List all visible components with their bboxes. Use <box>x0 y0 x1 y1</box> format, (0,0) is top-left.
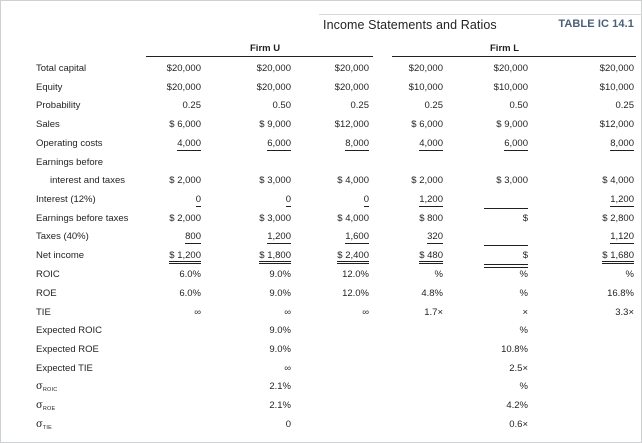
firm-l-cell-3: $ 2,800 <box>602 213 634 224</box>
table-row-ebt <box>0 213 642 231</box>
firm-u-cell-2: 9.0% <box>269 269 291 280</box>
row-label: ROE <box>36 288 57 299</box>
firm-l-value: % <box>519 325 528 336</box>
table-row-operating-costs <box>0 138 642 156</box>
table-row-tie <box>0 307 642 325</box>
firm-l-cell-3: % <box>625 269 634 280</box>
row-label: Earnings before taxes <box>36 213 129 224</box>
firm-u-cell-1: ∞ <box>194 307 201 318</box>
firm-u-cell-1: 0 <box>195 194 201 205</box>
table-number-label: TABLE IC 14.1 <box>558 18 634 30</box>
firm-l-cell-1: 1.7× <box>424 307 443 318</box>
row-label: Total capital <box>36 63 87 74</box>
firm-u-cell-2: $20,000 <box>256 82 291 93</box>
firm-l-cell-1: 0.25 <box>424 100 443 111</box>
firm-l-cell-3: $20,000 <box>599 63 634 74</box>
firm-l-cell-2: 6,000 <box>504 138 528 149</box>
row-label: Equity <box>36 82 63 93</box>
firm-u-cell-3: 0 <box>363 194 369 205</box>
firm-l-cell-1: 1,200 <box>419 194 443 205</box>
firm-l-cell-2: $ 3,000 <box>496 175 528 186</box>
firm-l-cell-2: $ 9,000 <box>496 119 528 130</box>
firm-l-cell-2: % <box>519 269 528 280</box>
row-label: ROIC <box>36 269 60 280</box>
table-row-sd-roic <box>0 381 642 399</box>
table-row-exp-tie <box>0 363 642 381</box>
firm-l-cell-1: $ 2,000 <box>411 175 443 186</box>
firm-l-heading: Firm L <box>490 43 520 54</box>
row-label-std-dev <box>36 381 57 393</box>
firm-u-cell-1: 800 <box>185 231 201 242</box>
underline-rule <box>484 245 528 246</box>
firm-u-value: 2.1% <box>269 381 291 392</box>
firm-u-cell-2: $ 3,000 <box>259 213 291 224</box>
table-row-exp-roic <box>0 325 642 343</box>
firm-l-cell-1: $ 6,000 <box>411 119 443 130</box>
firm-l-cell-1: 4.8% <box>421 288 443 299</box>
firm-u-cell-2: $ 3,000 <box>259 175 291 186</box>
firm-u-cell-2: 0.50 <box>272 100 291 111</box>
firm-u-cell-1: 0.25 <box>182 100 201 111</box>
firm-l-cell-1: $20,000 <box>408 63 443 74</box>
firm-u-cell-3: 8,000 <box>345 138 369 149</box>
firm-u-cell-3: 0.25 <box>350 100 369 111</box>
firm-u-cell-3: $12,000 <box>334 119 369 130</box>
table-row-ebit-line1 <box>0 157 642 175</box>
firm-u-cell-1: $ 2,000 <box>169 213 201 224</box>
firm-u-cell-3: $ 4,000 <box>337 213 369 224</box>
firm-u-cell-2: 1,200 <box>267 231 291 242</box>
firm-l-value: 0.6× <box>509 419 528 430</box>
firm-u-cell-2: $ 9,000 <box>259 119 291 130</box>
row-label-std-dev <box>36 400 55 412</box>
firm-u-cell-3: 12.0% <box>342 269 369 280</box>
firm-u-cell-1: 6.0% <box>179 269 201 280</box>
table-row-total-capital <box>0 63 642 81</box>
firm-u-cell-1: $ 2,000 <box>169 175 201 186</box>
table-row-sales <box>0 119 642 137</box>
firm-u-cell-3: 12.0% <box>342 288 369 299</box>
firm-u-cell-3: ∞ <box>362 307 369 318</box>
row-label: Operating costs <box>36 138 103 149</box>
firm-l-cell-3: 16.8% <box>607 288 634 299</box>
firm-l-cell-3: $12,000 <box>599 119 634 130</box>
table-row-interest <box>0 194 642 212</box>
firm-l-cell-1: $ 480 <box>419 250 443 264</box>
row-label: Interest (12%) <box>36 194 96 205</box>
firm-u-cell-1: 4,000 <box>177 138 201 149</box>
firm-u-cell-2: 6,000 <box>267 138 291 149</box>
firm-u-value: 0 <box>285 419 291 430</box>
firm-l-cell-2: $ <box>522 250 528 261</box>
firm-u-cell-2: $20,000 <box>256 63 291 74</box>
firm-l-cell-2: $ <box>522 213 528 224</box>
firm-u-cell-3: $ 4,000 <box>337 175 369 186</box>
firm-u-rule <box>146 56 373 57</box>
firm-u-value: 9.0% <box>269 344 291 355</box>
firm-u-value: 9.0% <box>269 325 291 336</box>
firm-u-cell-3: 1,600 <box>345 231 369 242</box>
table-title: Income Statements and Ratios <box>323 18 497 32</box>
firm-u-heading: Firm U <box>250 43 281 54</box>
firm-l-rule <box>392 56 636 57</box>
firm-l-cell-3: 1,120 <box>610 231 634 242</box>
double-underline-rule <box>484 264 528 268</box>
table-row-roe <box>0 288 642 306</box>
table-row-sd-roe <box>0 400 642 418</box>
row-label: Earnings before <box>36 157 104 168</box>
table-row-roic <box>0 269 642 287</box>
row-label: Expected ROIC <box>36 325 102 336</box>
firm-u-cell-3: $ 2,400 <box>337 250 369 264</box>
table-row-ebit <box>0 175 642 193</box>
firm-l-cell-1: $10,000 <box>408 82 443 93</box>
firm-u-cell-2: ∞ <box>284 307 291 318</box>
firm-l-cell-3: 0.25 <box>615 100 634 111</box>
firm-l-cell-3: 1,200 <box>610 194 634 205</box>
table-row-sd-tie <box>0 419 642 437</box>
sigma-subscript: TIE <box>42 425 52 431</box>
sigma-subscript: ROIC <box>42 387 58 393</box>
sigma-subscript: ROE <box>42 406 56 412</box>
row-label: Taxes (40%) <box>36 231 89 242</box>
firm-u-cell-2: $ 1,800 <box>259 250 291 264</box>
firm-l-cell-1: 320 <box>427 231 443 242</box>
row-label: Probability <box>36 100 81 111</box>
firm-l-cell-1: $ 800 <box>419 213 443 224</box>
firm-l-cell-3: $ 4,000 <box>602 175 634 186</box>
firm-l-cell-3: 8,000 <box>610 138 634 149</box>
firm-l-value: 4.2% <box>506 400 528 411</box>
firm-u-cell-1: $ 6,000 <box>169 119 201 130</box>
firm-u-cell-2: 9.0% <box>269 288 291 299</box>
row-label: Expected TIE <box>36 363 93 374</box>
row-label: Net income <box>36 250 85 261</box>
table-row-probability <box>0 100 642 118</box>
underline-rule <box>484 208 528 209</box>
row-label: Sales <box>36 119 60 130</box>
firm-u-cell-3: $20,000 <box>334 82 369 93</box>
firm-l-cell-2: $10,000 <box>493 82 528 93</box>
firm-l-value: % <box>519 381 528 392</box>
row-label: interest and taxes <box>50 175 125 186</box>
firm-u-cell-1: $20,000 <box>166 63 201 74</box>
firm-l-value: 2.5× <box>509 363 528 374</box>
firm-u-cell-1: $20,000 <box>166 82 201 93</box>
firm-l-cell-2: × <box>522 307 528 318</box>
table-row-net-income <box>0 250 642 268</box>
firm-l-cell-3: $ 1,680 <box>602 250 634 264</box>
firm-l-cell-2: % <box>519 288 528 299</box>
row-label-std-dev <box>36 419 52 431</box>
firm-l-cell-1: 4,000 <box>419 138 443 149</box>
table-row-exp-roe <box>0 344 642 362</box>
firm-u-cell-1: $ 1,200 <box>169 250 201 264</box>
firm-u-cell-2: 0 <box>285 194 291 205</box>
firm-l-cell-3: $10,000 <box>599 82 634 93</box>
firm-l-cell-3: 3.3× <box>615 307 634 318</box>
row-label: TIE <box>36 307 51 318</box>
table-row-taxes <box>0 231 642 249</box>
firm-u-cell-1: 6.0% <box>179 288 201 299</box>
firm-u-cell-3: $20,000 <box>334 63 369 74</box>
firm-l-cell-2: 0.50 <box>509 100 528 111</box>
firm-l-value: 10.8% <box>501 344 528 355</box>
sigma-symbol: σ <box>36 419 43 430</box>
row-label: Expected ROE <box>36 344 99 355</box>
sigma-symbol: σ <box>36 400 43 411</box>
firm-u-value: 2.1% <box>269 400 291 411</box>
firm-u-value: ∞ <box>284 363 291 374</box>
table-row-equity <box>0 82 642 100</box>
firm-l-cell-2: $20,000 <box>493 63 528 74</box>
sigma-symbol: σ <box>36 381 43 392</box>
firm-l-cell-1: % <box>434 269 443 280</box>
